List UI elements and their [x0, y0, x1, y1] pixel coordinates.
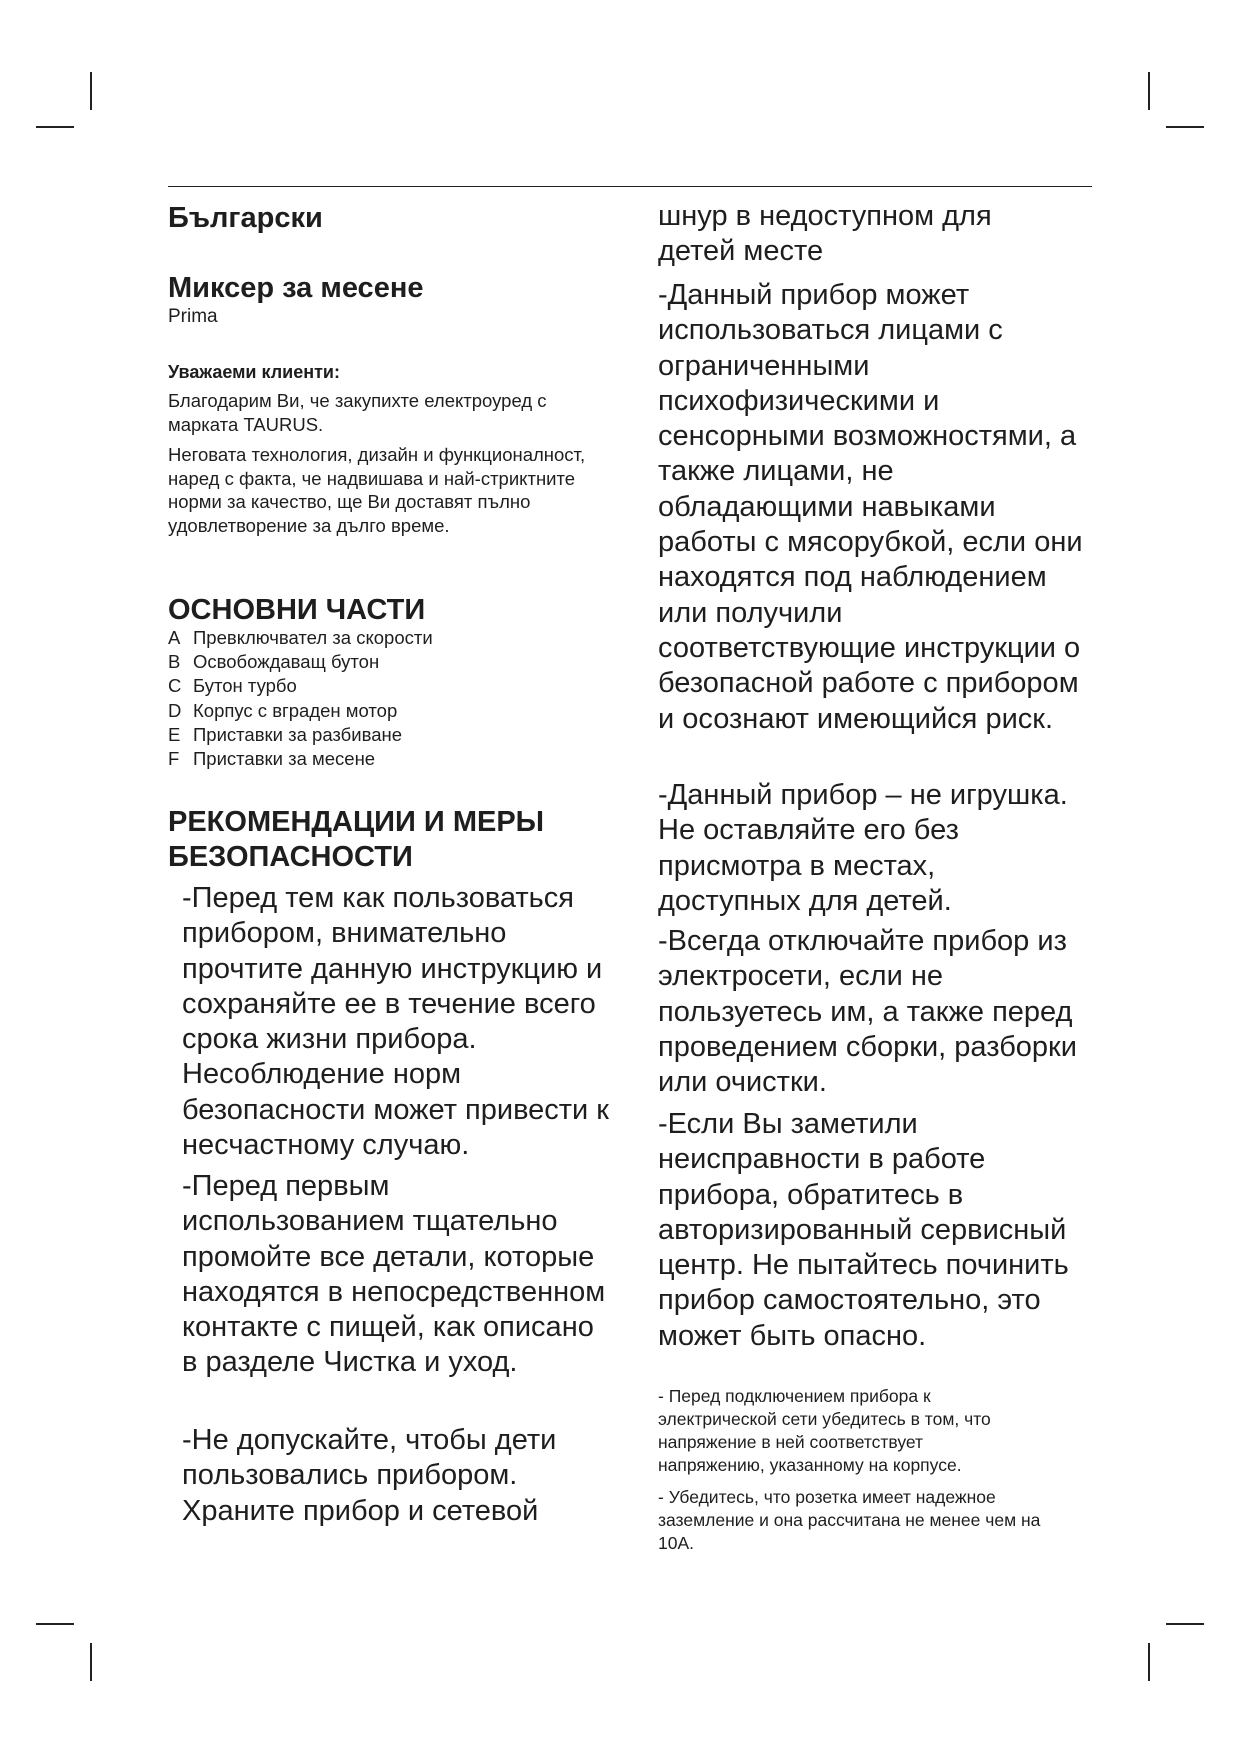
language-heading: Български [168, 202, 323, 234]
main-parts-heading: ОСНОВНИ ЧАСТИ [168, 594, 426, 626]
crop-mark-top-left-v [90, 72, 92, 110]
safety-paragraph-left-1: -Перед тем как пользоваться прибором, внимательно прочтите данную инструкцию и сохраняйте ее в течение всего срока жизни прибора. Несоблюдение норм безопасности может привести к несчастному случаю. [182, 882, 609, 1162]
main-parts-list [168, 626, 433, 771]
crop-mark-bottom-right-v [1148, 1643, 1150, 1681]
note-grounding: - Убедитесь, что розетка имеет надежное заземление и она рассчитана не менее чем на 10A. [658, 1487, 1041, 1553]
safety-paragraph-right-2: -Данный прибор может использоваться лицами с ограниченными психофизическими и сенсорными возможностями, а также лицами, не обладающими навыками работы с мясорубкой, если они находятся под наблюдением или получили соответствующие инструкции о безопасной работе с прибором и осознают имеющийся риск. [658, 279, 1083, 735]
list-item: C Бутон турбо [168, 675, 297, 697]
intro-paragraph-1: Благодарим Ви, че закупихте електроуред с марката TAURUS. [168, 390, 547, 435]
safety-paragraph-left-3: -Не допускайте, чтобы дети пользовались прибором. Храните прибор и сетевой [182, 1424, 557, 1527]
safety-paragraph-left-2: -Перед первым использованием тщательно промойте все детали, которые находятся в непосредственном контакте с пищей, как описано в разделе Чистка и уход. [182, 1170, 606, 1379]
safety-paragraph-right-5: -Если Вы заметили неисправности в работе прибора, обратитесь в авторизированный сервисный центр. Не пытайтесь починить прибор самостоятельно, это может быть опасно. [658, 1108, 1069, 1352]
crop-mark-top-left-h [36, 126, 74, 128]
safety-paragraph-right-3: -Данный прибор – не игрушка. Не оставляйте его без присмотра в местах, доступных для детей. [658, 779, 1068, 917]
safety-paragraph-right-4: -Всегда отключайте прибор из электросети, если не пользуетесь им, а также перед проведением сборки, разборки или очистки. [658, 925, 1077, 1099]
list-item: B Освобождаващ бутон [168, 651, 380, 673]
crop-mark-bottom-right-h [1166, 1623, 1204, 1625]
list-item: F Приставки за месене [168, 748, 376, 770]
crop-mark-top-right-h [1166, 126, 1204, 128]
crop-mark-bottom-left-h [36, 1623, 74, 1625]
safety-paragraph-right-1: шнур в недоступном для детей месте [658, 200, 992, 268]
intro-paragraph-2: Неговата технология, дизайн и функционалност, наред с факта, че надвишава и най-стриктните норми за качество, ще Ви доставят пълно удовлетворение за дълго време. [168, 444, 586, 536]
note-voltage: - Перед подключением прибора к электрической сети убедитесь в том, что напряжение в ней соответствует напряжению, указанному на корпусе. [658, 1386, 991, 1475]
header-rule [168, 186, 1092, 187]
list-item: A Превключвател за скорости [168, 627, 433, 648]
list-item: D Корпус с вграден мотор [168, 699, 398, 721]
crop-mark-top-right-v [1148, 72, 1150, 110]
product-model: Prima [168, 306, 218, 327]
product-title: Миксер за месене [168, 272, 424, 304]
crop-mark-bottom-left-v [90, 1643, 92, 1681]
salutation: Уважаеми клиенти: [168, 362, 340, 382]
safety-heading: РЕКОМЕНДАЦИИ И МЕРЫ БЕЗОПАСНОСТИ [168, 806, 545, 873]
list-item: E Приставки за разбиване [168, 723, 403, 745]
